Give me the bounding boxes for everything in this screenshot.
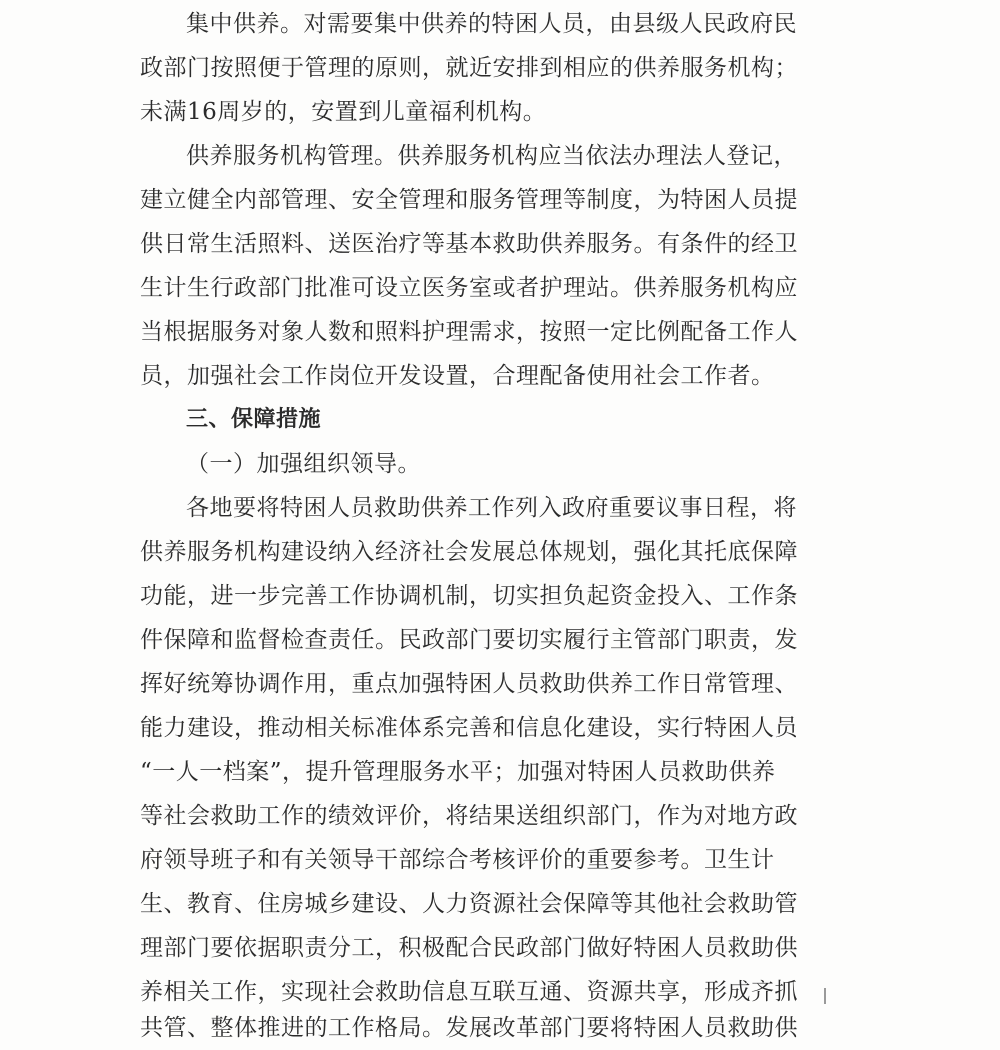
paragraph-line: 建立健全内部管理、安全管理和服务管理等制度，为特困人员提 bbox=[140, 187, 798, 213]
paragraph-line: 能力建设，推动相关标准体系完善和信息化建设，实行特困人员 bbox=[140, 715, 798, 741]
paragraph-line: 功能，进一步完善工作协调机制，切实担负起资金投入、工作条 bbox=[140, 583, 798, 609]
subsection-heading: （一）加强组织领导。 bbox=[186, 451, 421, 477]
paragraph-line: 生计生行政部门批准可设立医务室或者护理站。供养服务机构应 bbox=[140, 275, 798, 301]
paragraph-line: 理部门要依据职责分工，积极配合民政部门做好特困人员救助供 bbox=[140, 935, 798, 961]
paragraph-line: 各地要将特困人员救助供养工作列入政府重要议事日程，将 bbox=[186, 495, 797, 521]
paragraph-line: 当根据服务对象人数和照料护理需求，按照一定比例配备工作人 bbox=[140, 319, 798, 345]
paragraph-line: 未满16周岁的，安置到儿童福利机构。 bbox=[140, 99, 547, 125]
paragraph-line: 集中供养。对需要集中供养的特困人员，由县级人民政府民 bbox=[186, 11, 797, 37]
paragraph-line: 挥好统筹协调作用，重点加强特困人员救助供养工作日常管理、 bbox=[140, 671, 798, 697]
paragraph-line: 员，加强社会工作岗位开发设置，合理配备使用社会工作者。 bbox=[140, 363, 775, 389]
section-heading: 三、保障措施 bbox=[186, 407, 322, 432]
paragraph-line: 件保障和监督检查责任。民政部门要切实履行主管部门职责，发 bbox=[140, 627, 798, 653]
paragraph-line: 生、教育、住房城乡建设、人力资源社会保障等其他社会救助管 bbox=[140, 891, 798, 917]
paragraph-line: 政部门按照便于管理的原则，就近安排到相应的供养服务机构； bbox=[140, 55, 798, 81]
paragraph-line: 府领导班子和有关领导干部综合考核评价的重要参考。卫生计 bbox=[140, 847, 775, 873]
paragraph-line: 供养服务机构管理。供养服务机构应当依法办理法人登记， bbox=[186, 143, 797, 169]
paragraph-line: 供养服务机构建设纳入经济社会发展总体规划，强化其托底保障 bbox=[140, 539, 798, 565]
paragraph-line: “一人一档案”，提升管理服务水平；加强对特困人员救助供养 bbox=[140, 759, 776, 785]
scan-mark bbox=[824, 988, 826, 1004]
paragraph-line: 养相关工作，实现社会救助信息互联互通、资源共享，形成齐抓 bbox=[140, 979, 798, 1005]
paragraph-line: 等社会救助工作的绩效评价，将结果送组织部门，作为对地方政 bbox=[140, 803, 798, 829]
paragraph-line: 供日常生活照料、送医治疗等基本救助供养服务。有条件的经卫 bbox=[140, 231, 798, 257]
paragraph-line: 共管、整体推进的工作格局。发展改革部门要将特困人员救助供 bbox=[140, 1015, 798, 1041]
